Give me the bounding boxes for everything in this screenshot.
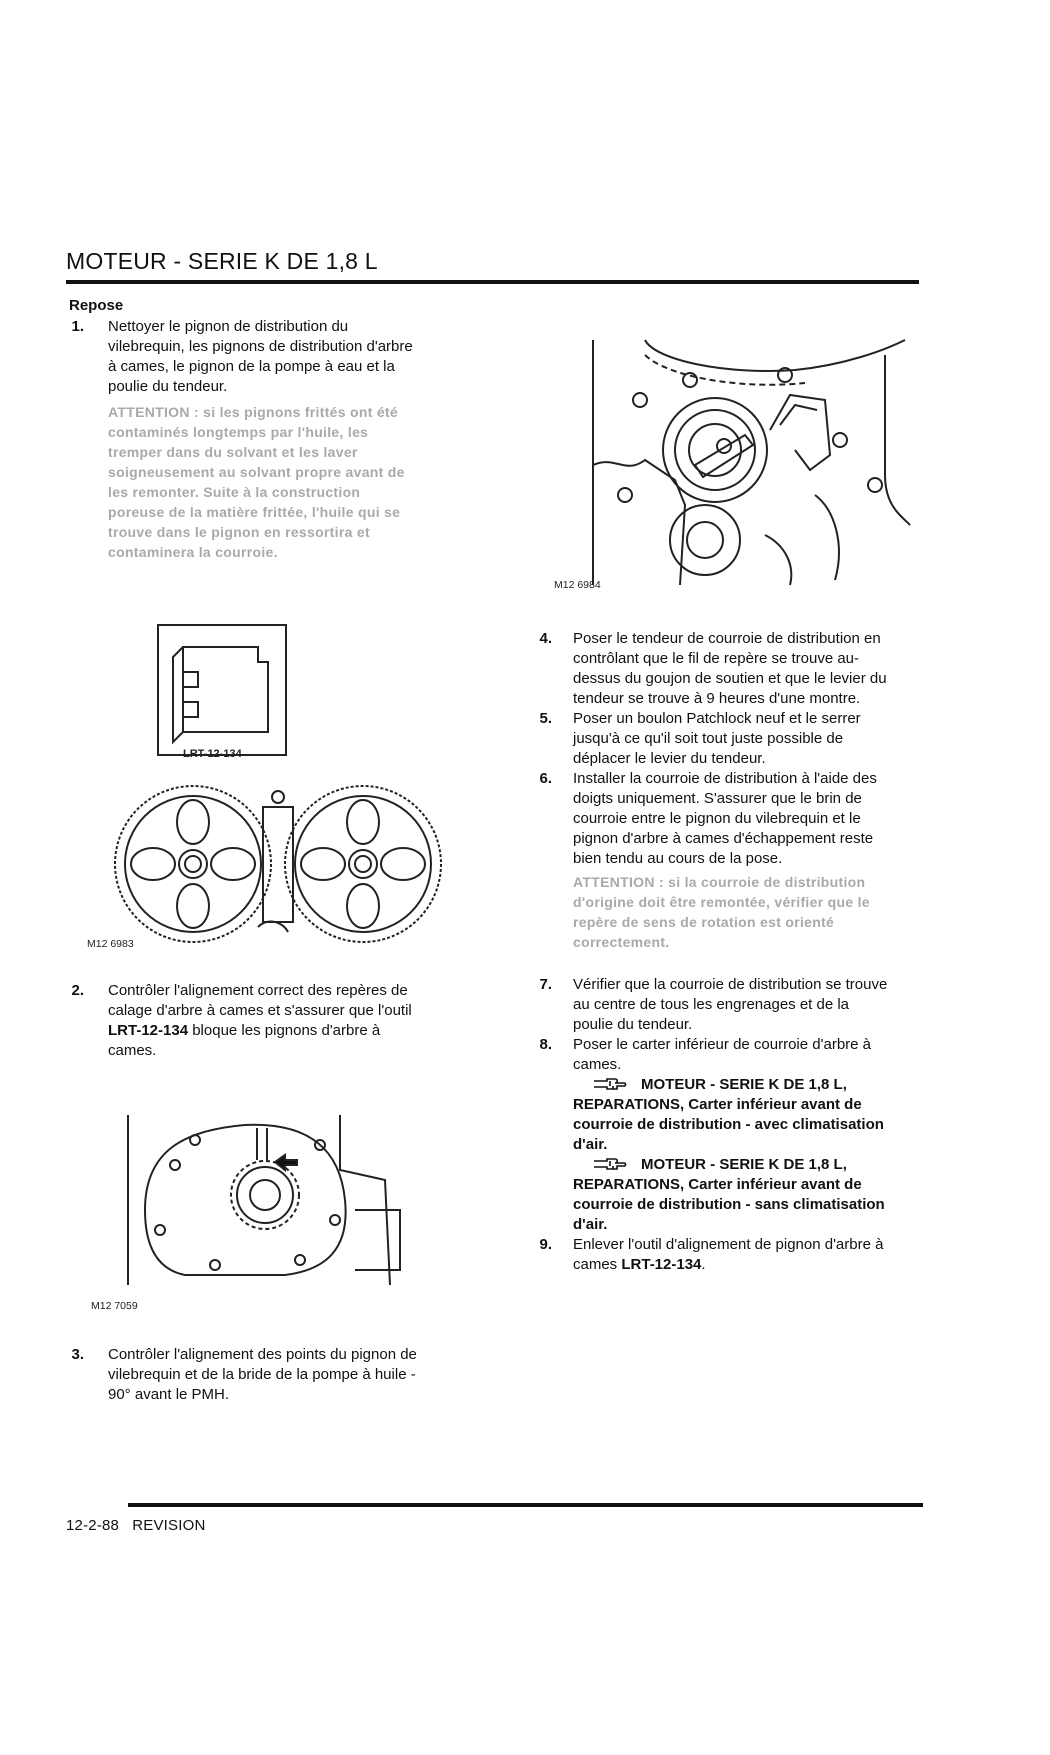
cross-reference-text: REPARATIONS, Carter inférieur avant de (573, 1176, 862, 1193)
caution-text: les remonter. Suite à la construction (108, 484, 361, 500)
caution-text: trouve dans le pignon en ressortira et (108, 524, 370, 540)
cross-reference-text: MOTEUR - SERIE K DE 1,8 L, (641, 1156, 847, 1173)
tensioner-illustration (585, 335, 915, 585)
figure-label: M12 6983 (87, 938, 134, 950)
oil-pump-illustration (125, 1110, 405, 1285)
header-rule (66, 280, 919, 284)
step-4 (530, 629, 930, 709)
step-text: courroie entre le pignon du vilebrequin et le (573, 810, 861, 827)
step-text: tendeur se trouve à 9 heures d'une montre. (573, 690, 861, 707)
step-text: cames (573, 1256, 622, 1273)
step-number: 5. (539, 710, 552, 727)
step-text: contrôlant que le fil de repère se trouve au- (573, 650, 860, 667)
pointing-hand-icon (593, 1077, 627, 1092)
caution-text: ATTENTION : si la courroie de distribution (573, 874, 866, 890)
step-text: bien tendu au cours de la pose. (573, 850, 783, 867)
step-text: cames. (573, 1056, 622, 1073)
tool-reference: LRT-12-134 (621, 1256, 702, 1273)
step-text: vilebrequin, les pignons de distribution d'arbre (108, 338, 413, 355)
step-text: dessus du goujon de soutien et que le levier du (573, 670, 887, 687)
cross-reference-text: REPARATIONS, Carter inférieur avant de (573, 1096, 862, 1113)
step-number: 8. (539, 1036, 552, 1053)
figure-label: M12 7059 (91, 1300, 138, 1312)
cross-reference-text: courroie de distribution - avec climatisation (573, 1116, 884, 1133)
caution-text: d'origine doit être remontée, vérifier que le (573, 894, 870, 910)
step-3 (62, 1345, 462, 1405)
step-7 (530, 975, 930, 1035)
step-6 (530, 769, 930, 869)
step-number: 7. (539, 976, 552, 993)
step-2 (62, 981, 462, 1061)
step-text: poulie du tendeur. (573, 1016, 693, 1033)
step-text: vilebrequin et de la bride de la pompe à huile - (108, 1366, 416, 1383)
step-number: 9. (539, 1236, 552, 1253)
caution-note (108, 402, 468, 562)
step-text: bloque les pignons d'arbre à (188, 1022, 381, 1039)
step-number: 4. (539, 630, 552, 647)
step-text: Poser un boulon Patchlock neuf et le serrer (573, 710, 861, 727)
caution-text: repère de sens de rotation est orienté (573, 914, 835, 930)
cross-reference-text: d'air. (573, 1136, 608, 1153)
step-text: cames. (108, 1042, 157, 1059)
section-title: Repose (69, 297, 124, 314)
pointing-hand-icon (593, 1157, 627, 1172)
step-text: Installer la courroie de distribution à l'aide des (573, 770, 877, 787)
step-text: Contrôler l'alignement correct des repères de (108, 982, 408, 999)
cross-reference-link[interactable] (573, 1155, 928, 1235)
step-text: Nettoyer le pignon de distribution du (108, 318, 349, 335)
step-text: Contrôler l'alignement des points du pignon de (108, 1346, 417, 1363)
step-9 (530, 1235, 930, 1275)
page-footer: 12-2-88 REVISION (66, 1517, 206, 1534)
step-1 (62, 317, 462, 397)
cross-reference-text: MOTEUR - SERIE K DE 1,8 L, (641, 1076, 847, 1093)
step-number: 1. (71, 318, 84, 335)
step-text: doigts uniquement. S'assurer que le brin de (573, 790, 862, 807)
caution-text: tremper dans du solvant et les laver (108, 444, 358, 460)
cross-reference-text: d'air. (573, 1216, 608, 1233)
page-title: MOTEUR - SERIE K DE 1,8 L (66, 248, 378, 274)
caution-text: contaminés longtemps par l'huile, les (108, 424, 369, 440)
caution-text: correctement. (573, 934, 670, 950)
step-text: pignon d'arbre à cames d'échappement reste (573, 830, 874, 847)
footer-rule (128, 1503, 923, 1507)
cross-reference-text: courroie de distribution - sans climatisation (573, 1196, 885, 1213)
step-text: poulie du tendeur. (108, 378, 228, 395)
step-text: Poser le tendeur de courroie de distribution en (573, 630, 881, 647)
caution-note (573, 872, 928, 952)
camshaft-gears-illustration (108, 622, 453, 944)
tool-reference: LRT-12-134 (108, 1022, 189, 1039)
cross-reference-link[interactable] (573, 1075, 928, 1155)
step-text: déplacer le levier du tendeur. (573, 750, 766, 767)
step-number: 6. (539, 770, 552, 787)
caution-text: poreuse de la matière frittée, l'huile qui se (108, 504, 401, 520)
step-number: 2. (71, 982, 84, 999)
step-text: Vérifier que la courroie de distribution se trouve (573, 976, 888, 993)
step-text: 90° avant le PMH. (108, 1386, 230, 1403)
figure-label: M12 6984 (554, 579, 601, 591)
step-text: à cames, le pignon de la pompe à eau et la (108, 358, 395, 375)
step-text: au centre de tous les engrenages et de la (573, 996, 850, 1013)
tool-label: LRT-12-134 (183, 748, 242, 760)
caution-text: soigneusement au solvant propre avant de (108, 464, 405, 480)
step-number: 3. (71, 1346, 84, 1363)
step-text: calage d'arbre à cames et s'assurer que l'outil (108, 1002, 412, 1019)
step-8 (530, 1035, 930, 1075)
step-text: jusqu'à ce qu'il soit tout juste possible de (573, 730, 844, 747)
caution-text: contaminera la courroie. (108, 544, 278, 560)
step-5 (530, 709, 930, 769)
step-text: Poser le carter inférieur de courroie d'arbre à (573, 1036, 872, 1053)
step-text: . (701, 1256, 706, 1273)
step-text: Enlever l'outil d'alignement de pignon d'arbre à (573, 1236, 884, 1253)
caution-text: ATTENTION : si les pignons frittés ont été (108, 404, 399, 420)
